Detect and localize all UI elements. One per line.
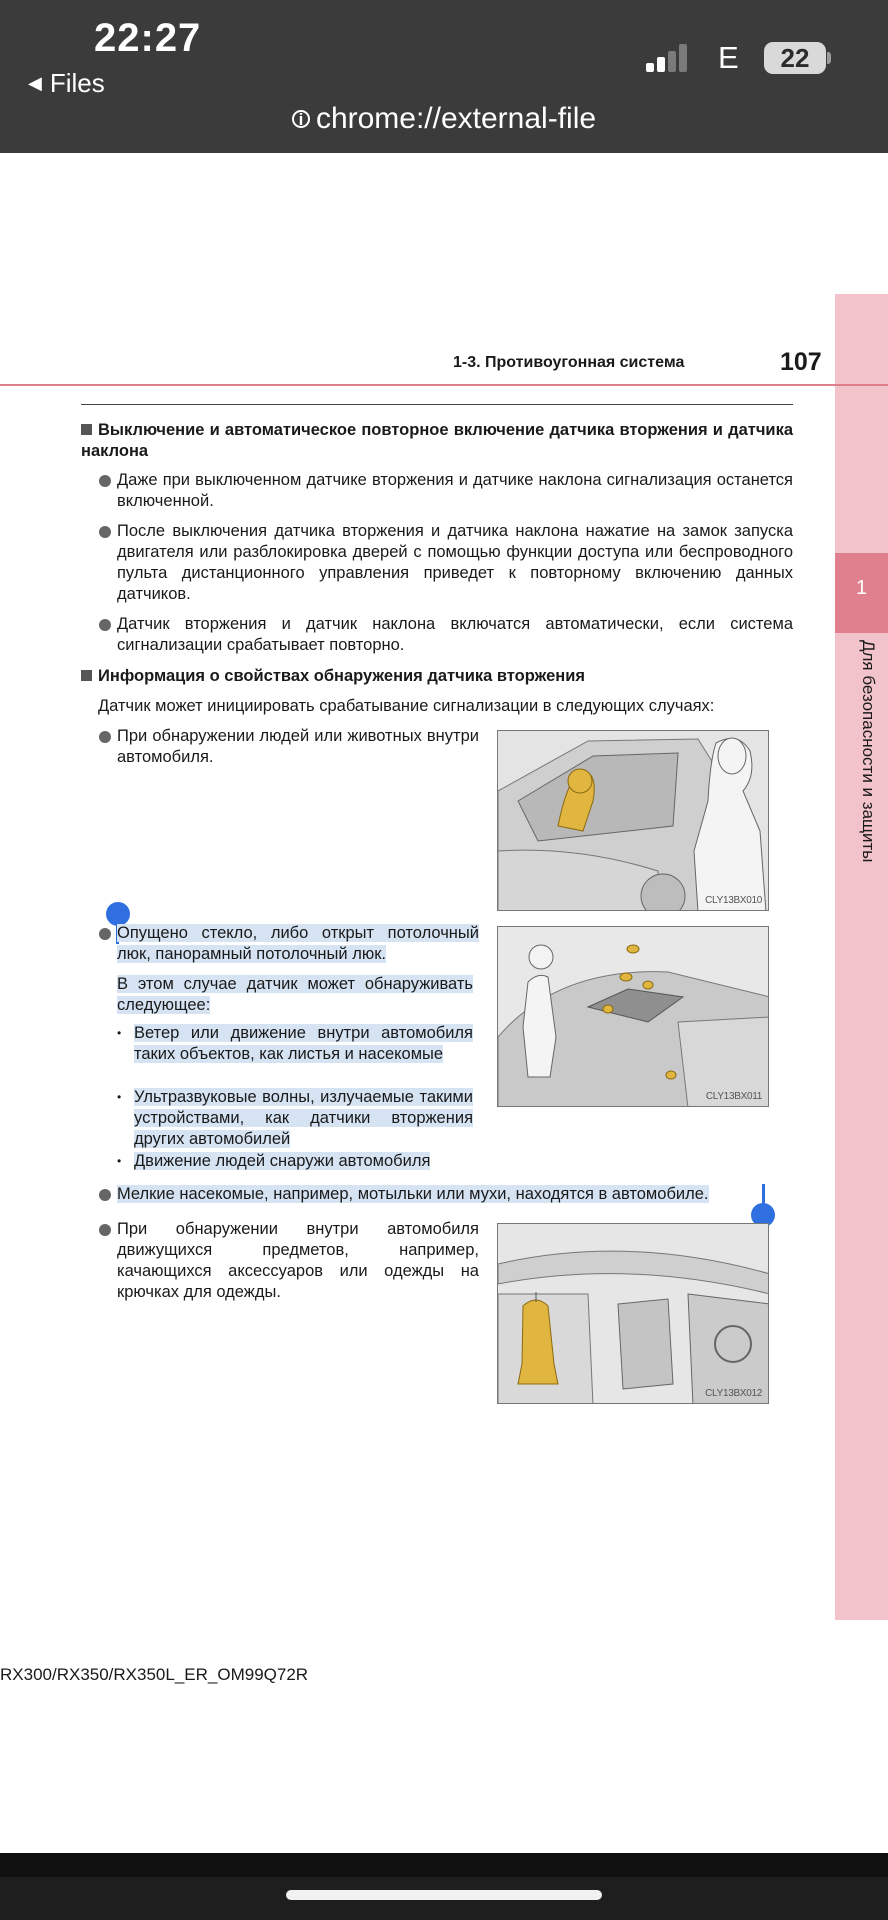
section2-item-2-sub-2: Ультразвуковые волны, излучаемые такими устройствами, как датчики вторжения других автомобилей bbox=[134, 1088, 473, 1148]
header-divider bbox=[0, 384, 888, 386]
url-bar[interactable] bbox=[0, 102, 888, 136]
back-triangle-icon: ◀ bbox=[28, 73, 42, 93]
square-bullet-icon bbox=[81, 670, 92, 681]
chapter-number: 1 bbox=[835, 553, 888, 633]
browser-top-bar bbox=[0, 0, 888, 153]
section2-intro: Датчик может инициировать срабатывание сигнализации в следующих случаях: bbox=[98, 697, 715, 715]
sub-bullet-icon: • bbox=[117, 1026, 122, 1040]
section1-item-3: Датчик вторжения и датчик наклона включатся автоматически, если система сигнализации срабатывает повторно. bbox=[117, 615, 793, 654]
section2-item-2-note: В этом случае датчик может обнаруживать следующее: bbox=[117, 975, 473, 1014]
back-to-files-button[interactable] bbox=[28, 68, 105, 99]
section2-item-3: Мелкие насекомые, например, мотыльки или мухи, находятся в автомобиле. bbox=[117, 1185, 709, 1203]
battery-level: 22 bbox=[764, 42, 826, 74]
figure-1-code: CLY13BX010 bbox=[705, 895, 762, 906]
bottom-strip bbox=[0, 1853, 888, 1877]
figure-jacket-on-hook bbox=[497, 1223, 769, 1404]
page-number: 107 bbox=[780, 348, 822, 376]
status-clock: 22:27 bbox=[94, 16, 202, 60]
bottom-bar bbox=[0, 1853, 888, 1920]
sub-bullet-icon: • bbox=[117, 1090, 122, 1104]
back-label: Files bbox=[49, 68, 105, 98]
section2-item-1: При обнаружении людей или животных внутри автомобиля. bbox=[117, 727, 479, 766]
bullet-dot-icon bbox=[99, 731, 111, 743]
section1-heading: Выключение и автоматическое повторное включение датчика вторжения и датчика наклона bbox=[81, 421, 793, 460]
section2-item-2-sub-3: Движение людей снаружи автомобиля bbox=[134, 1152, 431, 1170]
content-divider bbox=[81, 404, 793, 405]
home-indicator[interactable] bbox=[286, 1890, 602, 1900]
page-header-title: 1-3. Противоугонная система bbox=[453, 354, 685, 371]
section1-item-2: После выключения датчика вторжения и датчика наклона нажатие на замок запуска двигателя или разблокировка дверей с помощью функции доступа или беспроводного пульта дистанционного управления приведет к повторному включению данных датчиков. bbox=[117, 522, 793, 603]
sub-bullet-icon: • bbox=[117, 1154, 122, 1168]
bullet-dot-icon bbox=[99, 526, 111, 538]
document-footer-code: RX300/RX350/RX350L_ER_OM99Q72R bbox=[0, 1665, 309, 1684]
figure-open-sunroof bbox=[497, 926, 769, 1107]
figure-3-code: CLY13BX012 bbox=[705, 1388, 762, 1399]
signal-strength-icon bbox=[646, 44, 694, 72]
network-type: E bbox=[718, 40, 739, 75]
info-icon[interactable]: i bbox=[292, 110, 310, 128]
bullet-dot-icon bbox=[99, 928, 111, 940]
section2-item-2-sub-1: Ветер или движение внутри автомобиля таких объектов, как листья и насекомые bbox=[134, 1024, 473, 1063]
section2-item-2: Опущено стекло, либо открыт потолочный люк, панорамный потолочный люк. bbox=[117, 924, 479, 963]
bullet-dot-icon bbox=[99, 1224, 111, 1236]
figure-dog-in-car bbox=[497, 730, 769, 911]
section1-item-1: Даже при выключенном датчике вторжения и датчике наклона сигнализация останется включенной. bbox=[117, 471, 793, 510]
section2-heading: Информация о свойствах обнаружения датчика вторжения bbox=[81, 666, 793, 687]
url-text: chrome://external-file bbox=[315, 102, 597, 135]
square-bullet-icon bbox=[81, 424, 92, 435]
chapter-label: Для безопасности и защиты bbox=[859, 640, 878, 863]
battery-icon bbox=[827, 52, 831, 64]
section2-item-4: При обнаружении внутри автомобиля движущихся предметов, например, качающихся аксессуаров или одежды на крючках для одежды. bbox=[117, 1220, 479, 1301]
bullet-dot-icon bbox=[99, 1189, 111, 1201]
figure-2-code: CLY13BX011 bbox=[705, 1091, 762, 1102]
chapter-side-tab bbox=[835, 294, 888, 1620]
bullet-dot-icon bbox=[99, 475, 111, 487]
bullet-dot-icon bbox=[99, 619, 111, 631]
